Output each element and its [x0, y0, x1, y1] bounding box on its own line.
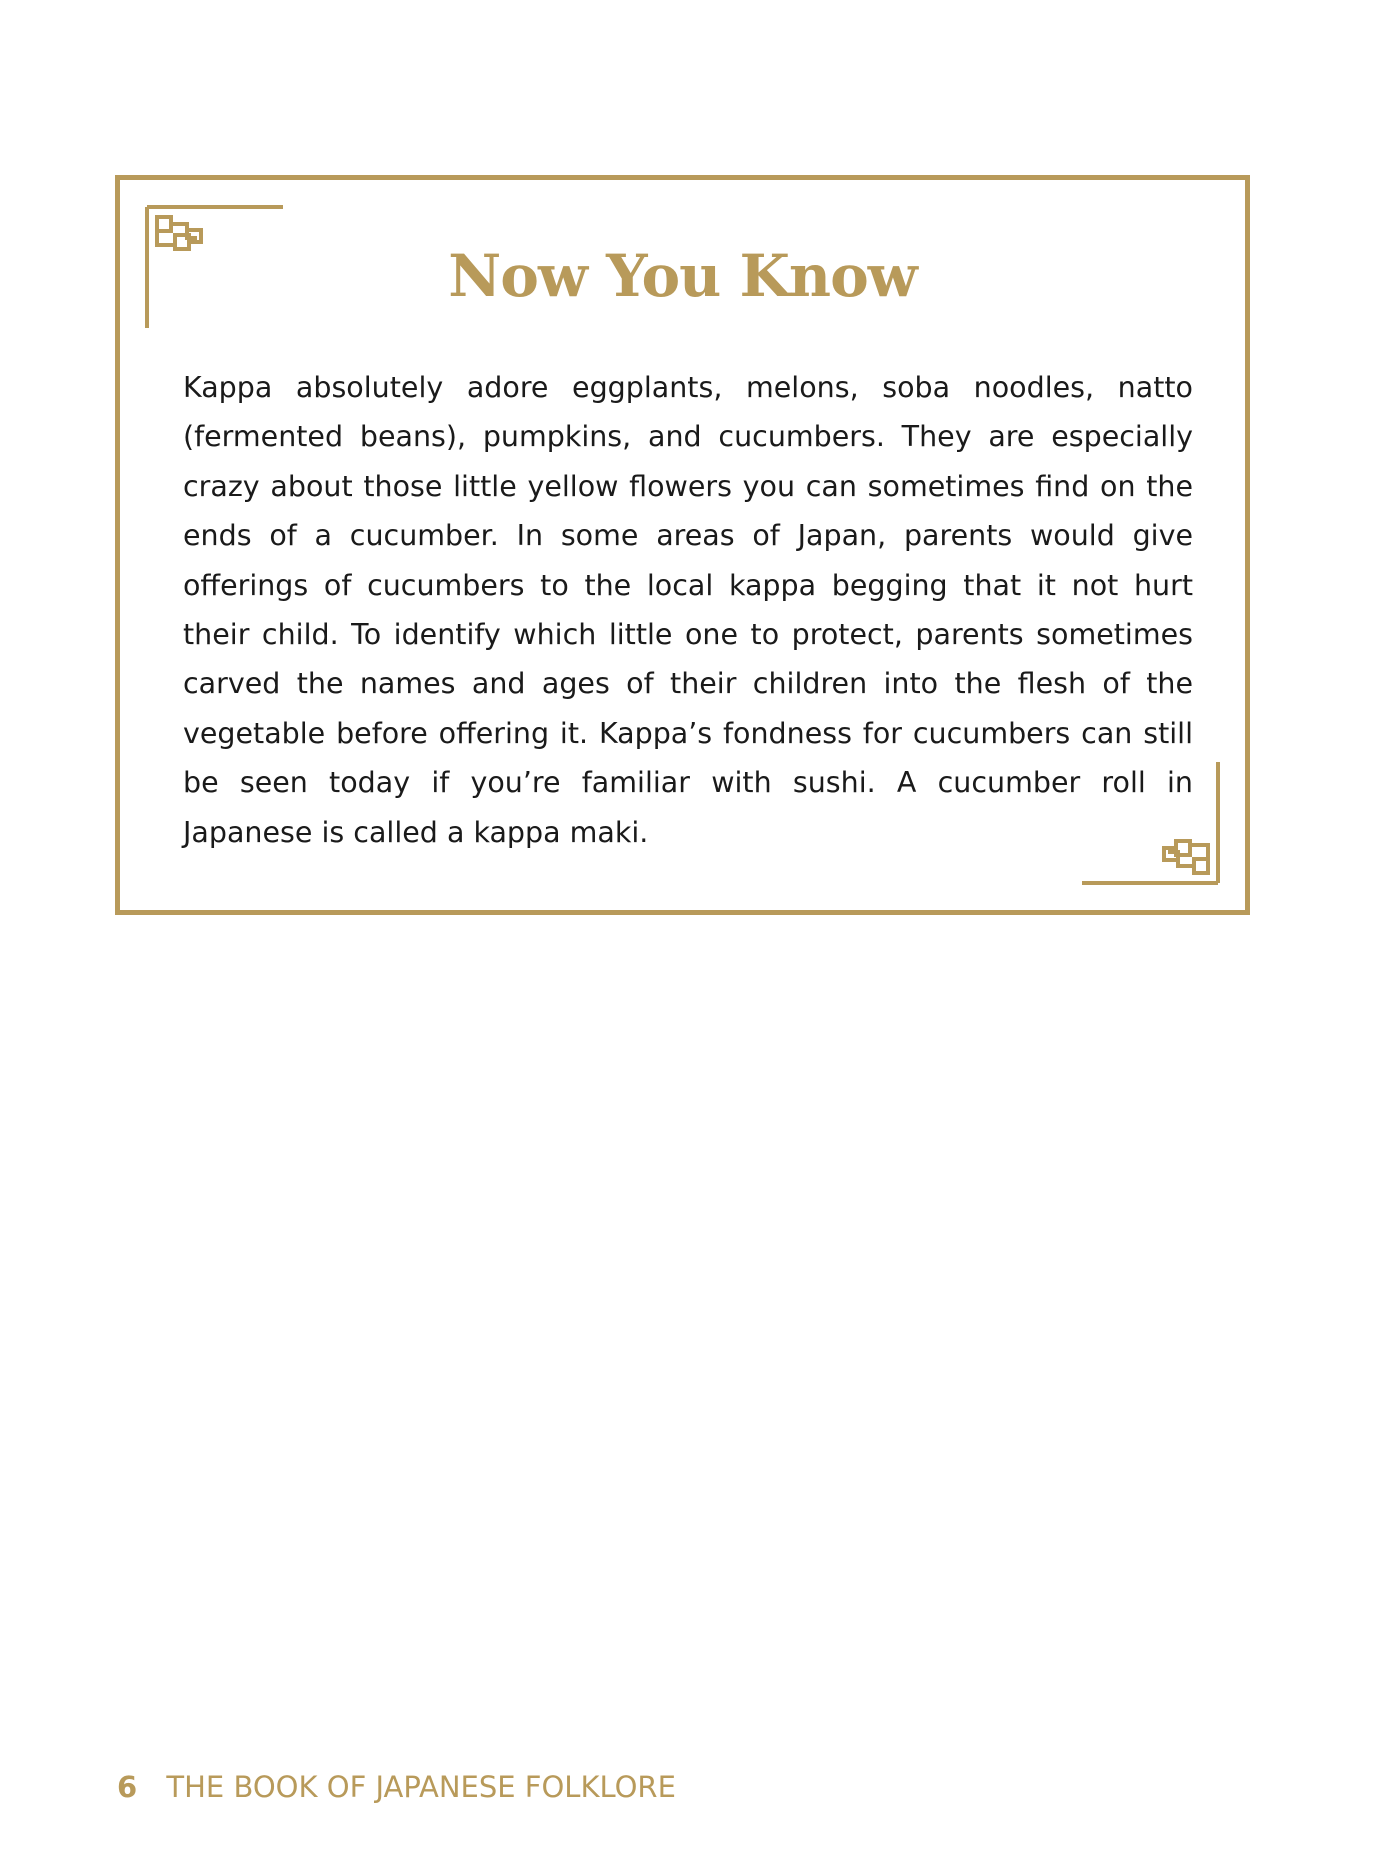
fret-corner-ornament-bottom-right-icon [1080, 760, 1220, 885]
page-number: 6 [117, 1770, 138, 1804]
now-you-know-sidebar [115, 175, 1250, 915]
sidebar-title: Now You Know [448, 242, 917, 310]
page-footer [117, 1770, 676, 1804]
sidebar-body-text: Kappa absolutely adore eggplants, melons, soba noodles, natto (fermented beans), pumpkins, and cucumbers. They are especially crazy about those little yellow flowers you can sometimes find on the ends of a cucumber. In some areas of Japan, parents would give offerings of cucumbers to the local kappa begging that it not hurt their child. To identify which little one to protect, parents sometimes carved the names and ages of their children into the flesh of the vegetable before offering it. Kappa’s fondness for cucumbers can still be seen today if you’re familiar with sushi. A cucumber roll in Japanese is called a kappa maki. [183, 371, 1193, 849]
running-book-title: THE BOOK OF JAPANESE FOLKLORE [166, 1770, 676, 1804]
